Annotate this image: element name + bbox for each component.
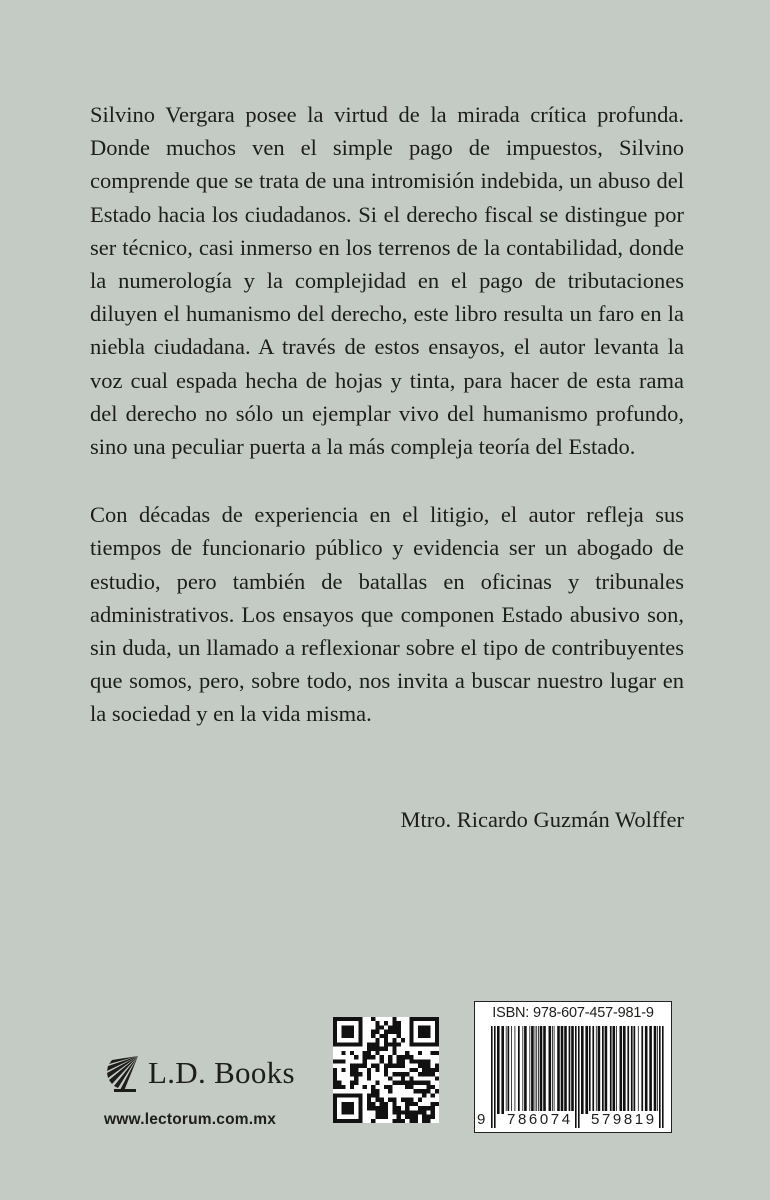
back-cover-blurb xyxy=(90,98,684,766)
barcode-digit-lead: 9 xyxy=(477,1111,486,1128)
isbn-label: ISBN: 978-607-457-981-9 xyxy=(492,1005,654,1021)
qr-code-icon xyxy=(333,1017,439,1123)
barcode-digits-right: 579819 xyxy=(591,1111,657,1128)
publisher-website[interactable]: www.lectorum.com.mx xyxy=(104,1111,277,1128)
qr-code xyxy=(333,1017,439,1123)
blurb-signature: Mtro. Ricardo Guzmán Wolffer xyxy=(400,807,684,832)
publisher-block xyxy=(104,1052,304,1129)
fan-logo-icon xyxy=(104,1052,142,1094)
isbn-barcode xyxy=(474,1001,672,1133)
blurb-paragraph-2: Con décadas de experiencia en el litigio, el autor refleja sus tiempos de funcionario público y evidencia ser un abogado de estudio, pero también de batallas en oficinas y tribunales administrativos. Los ensayos que componen Estado abusivo son, sin duda, un llamado a reflexionar sobre el tipo de contribuyentes que somos, pero, sobre todo, nos invita a buscar nuestro lugar en la sociedad y en la vida misma. xyxy=(90,502,684,727)
publisher-name: L.D. Books xyxy=(148,1055,295,1090)
blurb-paragraph-1: Silvino Vergara posee la virtud de la mirada crítica profunda. Donde muchos ven el simple pago de impuestos, Silvino comprende que se trata de una intromisión indebida, un abuso del Estado hacia los ciudadanos. Si el derecho fiscal se distingue por ser técnico, casi inmerso en los terrenos de la contabilidad, donde la numerología y la complejidad en el pago de tributaciones diluyen el humanismo del derecho, este libro resulta un faro en la niebla ciudadana. A través de estos ensayos, el autor levanta la voz cual espada hecha de hojas y tinta, para hacer de esta rama del derecho no sólo un ejemplar vivo del humanismo profundo, sino una peculiar puerta a la más compleja teoría del Estado. xyxy=(90,102,684,460)
barcode-digits-left: 786074 xyxy=(507,1111,573,1128)
publisher-logo xyxy=(104,1052,304,1094)
